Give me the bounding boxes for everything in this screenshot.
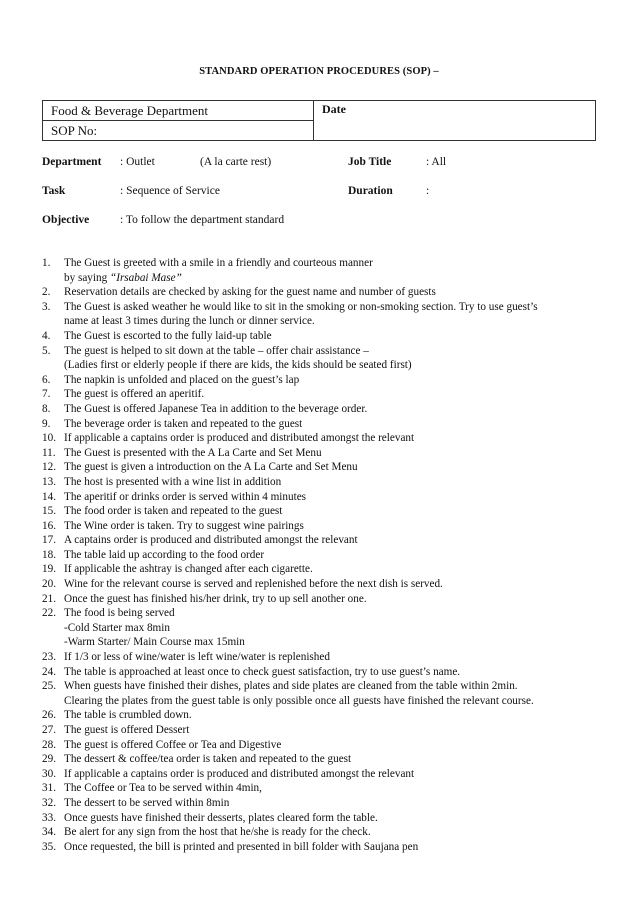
step-number: 18. [42, 548, 56, 561]
department-extra: (A la carte rest) [200, 156, 272, 168]
task-label: Task [42, 185, 66, 197]
duration-label: Duration [348, 185, 393, 197]
step-number: 2. [42, 286, 51, 299]
step-text-line: The food order is taken and repeated to the guest [64, 505, 283, 518]
step-text-line: Reservation details are checked by asking for the guest name and number of guests [64, 286, 436, 299]
step-text-line: The Guest is greeted with a smile in a friendly and courteous manner [64, 257, 373, 269]
step-number: 12. [42, 461, 56, 474]
step-text-line: name at least 3 times during the lunch or dinner service. [64, 315, 315, 328]
list-item [42, 504, 600, 519]
list-item [42, 256, 600, 285]
list-item [42, 562, 600, 577]
step-text: by saying [64, 271, 110, 284]
step-text-line: The beverage order is taken and repeated to the guest [64, 417, 303, 430]
step-number: 19. [42, 563, 56, 576]
step-number: 30. [42, 767, 56, 780]
list-item [42, 475, 600, 490]
step-text-line: The guest is offered Coffee or Tea and Digestive [64, 738, 282, 751]
step-number: 25. [42, 680, 56, 693]
duration-value: : [426, 185, 430, 197]
step-text-line: The Guest is offered Japanese Tea in addition to the beverage order. [64, 402, 368, 415]
objective-label: Objective [42, 214, 90, 226]
step-number: 3. [42, 300, 51, 313]
step-number: 15. [42, 505, 56, 518]
department-value: : Outlet [120, 156, 155, 168]
list-item [42, 460, 600, 475]
step-text-line: The table is crumbled down. [64, 709, 192, 722]
step-number: 6. [42, 373, 51, 386]
list-item [42, 752, 600, 767]
step-number: 35. [42, 840, 56, 853]
list-item [42, 446, 600, 461]
step-number: 29. [42, 753, 56, 766]
step-number: 28. [42, 738, 56, 751]
list-item [42, 665, 600, 680]
step-number: 4. [42, 329, 51, 342]
step-text-line: A captains order is produced and distributed amongst the relevant [64, 534, 358, 547]
list-item [42, 373, 600, 388]
step-text-line: The guest is offered an aperitif. [64, 388, 205, 401]
step-text-line: Once guests have finished their desserts, plates cleared form the table. [64, 811, 378, 824]
step-number: 23. [42, 651, 56, 664]
step-text-line: If applicable a captains order is produced and distributed amongst the relevant [64, 767, 415, 780]
step-number: 8. [42, 402, 51, 415]
list-item [42, 723, 600, 738]
step-text-line: The table is approached at least once to check guest satisfaction, try to use guest’s name. [64, 665, 461, 678]
step-text-line: The dessert to be served within 8min [64, 796, 230, 809]
department-cell: Food & Beverage Department [43, 101, 314, 121]
step-text-line: The Wine order is taken. Try to suggest wine pairings [64, 519, 304, 532]
step-text-line: (Ladies first or elderly people if there are kids, the kids should be seated first) [64, 359, 412, 372]
step-number: 9. [42, 417, 51, 430]
step-number: 5. [42, 344, 51, 357]
step-number: 27. [42, 724, 56, 736]
step-text-line: The Coffee or Tea to be served within 4min, [64, 782, 262, 795]
step-number: 16. [42, 519, 56, 532]
step-text-line: -Cold Starter max 8min [64, 621, 170, 634]
list-item [42, 840, 600, 855]
list-item [42, 431, 600, 446]
step-text-line: The napkin is unfolded and placed on the guest’s lap [64, 373, 300, 386]
step-text-line: Be alert for any sign from the host that he/she is ready for the check. [64, 826, 371, 839]
list-item [42, 533, 600, 548]
list-item [42, 548, 600, 563]
step-text-line: The food is being served [64, 607, 175, 620]
step-number: 7. [42, 388, 51, 401]
objective-value: : To follow the department standard [120, 214, 285, 226]
step-text-line: The dessert & coffee/tea order is taken and repeated to the guest [64, 753, 352, 766]
list-item [42, 577, 600, 592]
list-item [42, 519, 600, 534]
step-text-line: The table laid up according to the food order [64, 548, 265, 561]
task-value: : Sequence of Service [120, 185, 220, 197]
step-text-line: The Guest is asked weather he would like to sit in the smoking or non-smoking section. Try to use guest’s [64, 300, 538, 313]
list-item [42, 592, 600, 607]
step-number: 14. [42, 490, 56, 503]
step-text-line: The guest is helped to sit down at the table – offer chair assistance – [64, 344, 369, 357]
step-text-line: When guests have finished their dishes, plates and side plates are cleaned from the table within 2min. [64, 680, 518, 693]
date-cell: Date [314, 101, 596, 141]
step-number: 21. [42, 592, 56, 605]
step-text-line: The guest is offered Dessert [64, 724, 190, 736]
header-table [42, 100, 596, 141]
list-item [42, 417, 600, 432]
list-item [42, 490, 600, 505]
step-text-line: The host is presented with a wine list in addition [64, 475, 282, 488]
step-number: 34. [42, 826, 56, 839]
list-item [42, 387, 600, 402]
step-number: 32. [42, 796, 56, 809]
step-number: 11. [42, 446, 56, 459]
step-number: 33. [42, 811, 56, 824]
list-item [42, 781, 600, 796]
list-item [42, 329, 600, 344]
step-number: 26. [42, 709, 56, 722]
list-item [42, 285, 600, 300]
list-item [42, 796, 600, 811]
list-item [42, 402, 600, 417]
list-item [42, 767, 600, 782]
step-text-line: The Guest is presented with the A La Carte and Set Menu [64, 446, 322, 459]
step-text-line: If 1/3 or less of wine/water is left wine/water is replenished [64, 651, 330, 664]
step-number: 24. [42, 665, 56, 678]
document-title: STANDARD OPERATION PROCEDURES (SOP) – [199, 66, 439, 77]
step-text-line: Once requested, the bill is printed and presented in bill folder with Saujana pen [64, 840, 419, 853]
list-item [42, 679, 600, 708]
list-item [42, 650, 600, 665]
step-number: 10. [42, 432, 56, 445]
step-text-line: The guest is given a introduction on the A La Carte and Set Menu [64, 461, 358, 474]
department-label: Department [42, 156, 102, 168]
step-text-line: -Warm Starter/ Main Course max 15min [64, 636, 245, 649]
step-number: 22. [42, 607, 56, 620]
step-text-line: Clearing the plates from the guest table is only possible once all guests have finished the relevant course. [64, 694, 534, 707]
list-item [42, 738, 600, 753]
procedure-steps-list [42, 256, 600, 854]
job-title-label: Job Title [348, 156, 392, 168]
list-item [42, 300, 600, 329]
list-item [42, 344, 600, 373]
step-text-line: The Guest is escorted to the fully laid-up table [64, 329, 272, 342]
job-title-value: : All [426, 156, 447, 168]
step-number: 13. [42, 475, 56, 488]
step-text-line: Once the guest has finished his/her drink, try to up sell another one. [64, 592, 367, 605]
step-greeting-phrase: “Irsabai Mase” [110, 271, 182, 284]
step-number: 1. [42, 257, 51, 269]
step-text-line: The aperitif or drinks order is served within 4 minutes [64, 490, 307, 503]
step-number: 17. [42, 534, 56, 547]
step-text-line [64, 271, 600, 286]
list-item [42, 811, 600, 826]
step-text-line: If applicable the ashtray is changed after each cigarette. [64, 563, 313, 576]
sop-no-cell: SOP No: [43, 121, 314, 141]
list-item [42, 825, 600, 840]
list-item [42, 606, 600, 650]
list-item [42, 708, 600, 723]
step-number: 31. [42, 782, 56, 795]
step-text-line: If applicable a captains order is produced and distributed amongst the relevant [64, 432, 415, 445]
step-number: 20. [42, 578, 56, 591]
step-text-line: Wine for the relevant course is served and replenished before the next dish is served. [64, 578, 443, 591]
